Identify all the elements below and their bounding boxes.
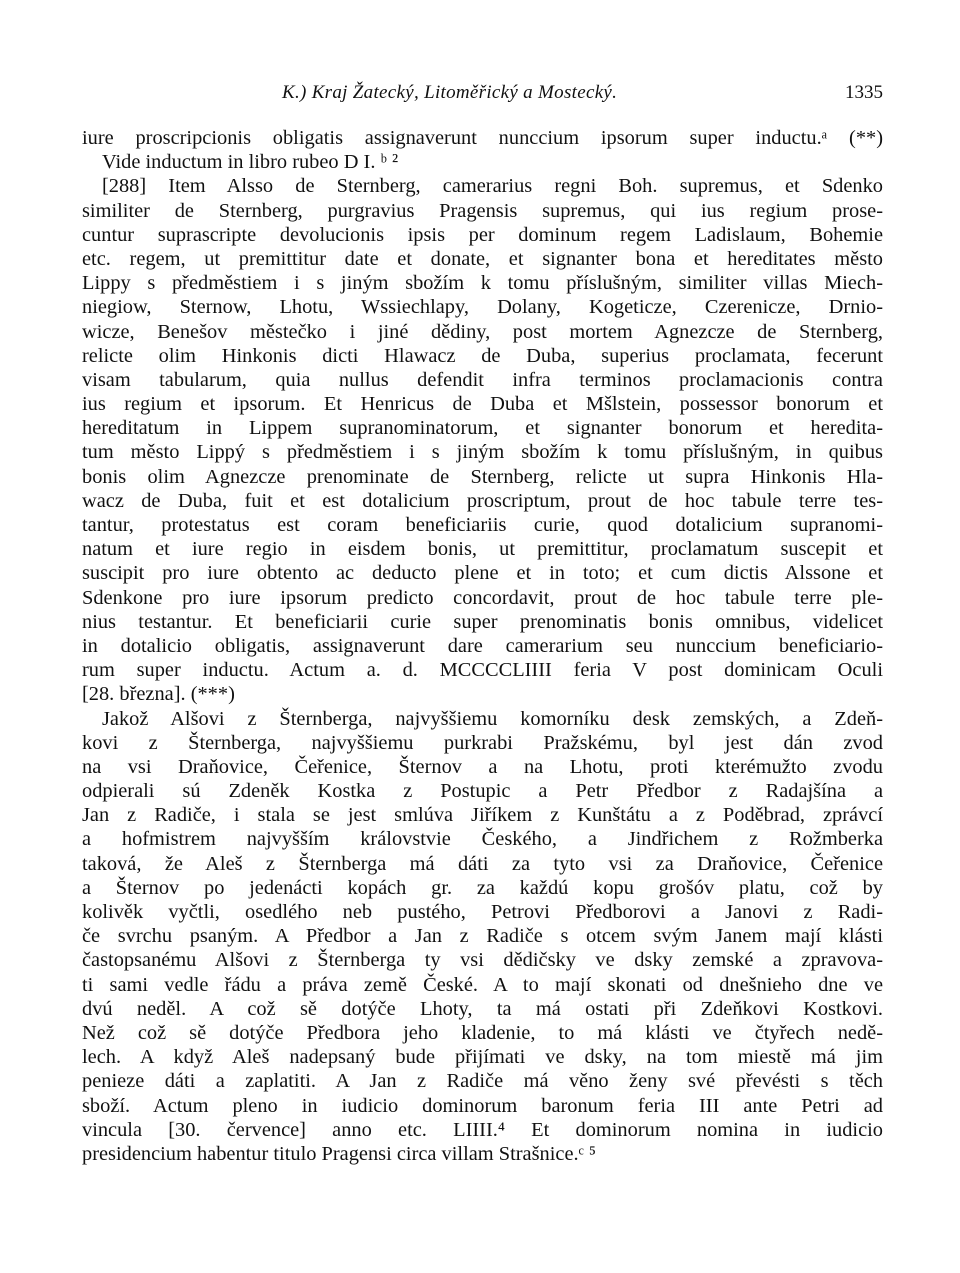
text-line: vincula [30. července] anno etc. LIIII.⁴ Et dominorum nomina in iudicio (82, 1118, 883, 1141)
text-line: relicte olim Hinkonis dicti Hlawacz de Duba, superius proclamata, fecerunt (82, 344, 883, 367)
text-line: iure proscripcionis obligatis assignaverunt nunccium ipsorum super inductu.ᵃ (**) (82, 127, 883, 149)
text-line: Jakož Alšovi z Šternberga, najvyššiemu komorníku desk zemských, a Zdeň- (102, 707, 883, 730)
document-body (82, 126, 883, 1166)
text-line: kovi z Šternberga, najvyššiemu purkrabi Pražskému, byl jest dán zvod (82, 731, 883, 754)
text-line: če svrchu psaným. A Předbor a Jan z Radiče s otcem svým Janem mají klásti (82, 925, 883, 948)
text-line: natum et iure regio in eisdem bonis, ut premittitur, proclamatum suscepit et (82, 538, 883, 561)
text-line: tum město Lippý s předměstiem i s jiným sbožím k tomu příslušným, in quibus (82, 441, 883, 464)
text-line: Sdenkone pro iure ipsorum predicto concordavit, prout de hoc tabule terre ple- (82, 586, 883, 609)
text-line: in dotalicio obligatis, assignaverunt dare camerarium seu nunccium beneficiario- (82, 634, 883, 657)
text-line: penieze dáti a zaplatiti. A Jan z Radiče má věno ženy své převésti s těch (82, 1070, 883, 1093)
text-line: kolivěk vyčtli, osedlého neb pustého, Petrovi Předborovi a Janovi z Radi- (82, 901, 883, 923)
text-line: taková, že Aleš z Šternberga má dáti za tyto vsi za Draňovice, Čeřenice (82, 852, 883, 875)
text-line: lech. A když Aleš nadepsaný bude přijímati ve dsky, na tom miestě má jim (82, 1046, 883, 1069)
text-line: rum super inductu. Actum a. d. MCCCCLIIII feria V post dominicam Oculi (82, 659, 883, 682)
text-line: Lippy s předměstiem i s jiným sbožím k tomu příslušným, similiter villas Miech- (82, 272, 883, 295)
text-line: na vsi Draňovice, Čeřenice, Šternov a na Lhotu, proti kterémužto zvodu (82, 755, 883, 778)
text-line: dvú neděl. A což sě dotýče Lhoty, ta má ostati při Zdeňkovi Kostkovi. (82, 997, 883, 1020)
text-line: etc. regem, ut premittitur date et donate, et signanter bona et hereditates město (82, 247, 883, 270)
text-line: wicze, Benešov městečko i jiné dědiny, post mortem Agnezcze de Sternberg, (82, 320, 883, 343)
text-line: visam tabularum, quia nullus defendit infra terminos proclamacionis contra (82, 368, 883, 391)
text-line: ius regium et ipsorum. Et Henricus de Duba et Mšlstein, possessor bonorum et (82, 393, 883, 416)
text-line: nius testantur. Et beneficiarii curie super prenominatis bonis omnibus, videlicet (82, 610, 883, 633)
page-header (82, 82, 883, 112)
text-line: tantur, protestatus est coram beneficiariis curie, quod dotalicium supranomi- (82, 514, 883, 536)
text-line: hereditatum in Lippem supranominatorum, et signanter bonorum et heredita- (82, 417, 883, 440)
text-line: [28. března]. (***) (82, 683, 235, 706)
text-line: wacz de Duba, fuit et est dotalicium proscriptum, prout de hoc tabule terre tes- (82, 489, 883, 512)
text-line: niegiow, Sternow, Lhotu, Wssiechlapy, Dolany, Kogeticze, Czerenicze, Drnio- (82, 296, 883, 319)
text-line: presidencium habentur titulo Pragensi circa villam Strašnice.ᶜ ⁵ (82, 1142, 597, 1165)
text-line: Jan z Radiče, i stala se jest smlúva Jiříkem z Kunštátu a z Poděbrad, zprávcí (82, 804, 883, 827)
text-line: cuntur suprascripte devolucionis ipsis per dominum regem Ladislaum, Bohemie (82, 223, 883, 246)
text-line: [288] Item Alsso de Sternberg, camerarius regni Boh. supremus, et Sdenko (102, 175, 883, 198)
text-line: častopsanému Alšovi z Šternberga ty vsi dědičsky ve dsky zemské a zpravova- (82, 949, 883, 972)
text-line: sboží. Actum pleno in iudicio dominorum baronum feria III ante Petri ad (82, 1094, 883, 1117)
text-line: Než což sě dotýče Předbora jeho kladenie, to má klásti ve čtyřech nedě- (82, 1021, 883, 1044)
text-line: a hofmistrem najvyšším královstvie Českého, a Jindřichem z Rožmberka (82, 828, 883, 851)
text-line: suscipit pro iure obtento ac deducto plene et in toto; et cum dictis Alssone et (82, 562, 883, 585)
text-line: ti sami vedle řádu a práva země České. A to mají skonati od dnešnieho dne ve (82, 973, 883, 996)
text-line: bonis olim Agnezcze prenominate de Sternberg, relicte ut supra Hinkonis Hla- (82, 465, 883, 488)
text-line: odpierali sú Zdeněk Kostka z Postupic a Petr Předbor z Radajšína a (82, 780, 883, 803)
text-line: a Šternov po jedenácti kopách gr. za každú kopu grošóv platu, což by (82, 876, 883, 899)
running-title: K.) Kraj Žatecký, Litoměřický a Mostecký. (282, 82, 618, 103)
page-number: 1335 (845, 82, 883, 103)
text-line: Vide inductum in libro rubeo D I. ᵇ ² (102, 151, 399, 174)
text-line: similiter de Sternberg, purgravius Pragensis supremus, qui ius regium prose- (82, 199, 883, 222)
document-page (82, 82, 883, 1166)
